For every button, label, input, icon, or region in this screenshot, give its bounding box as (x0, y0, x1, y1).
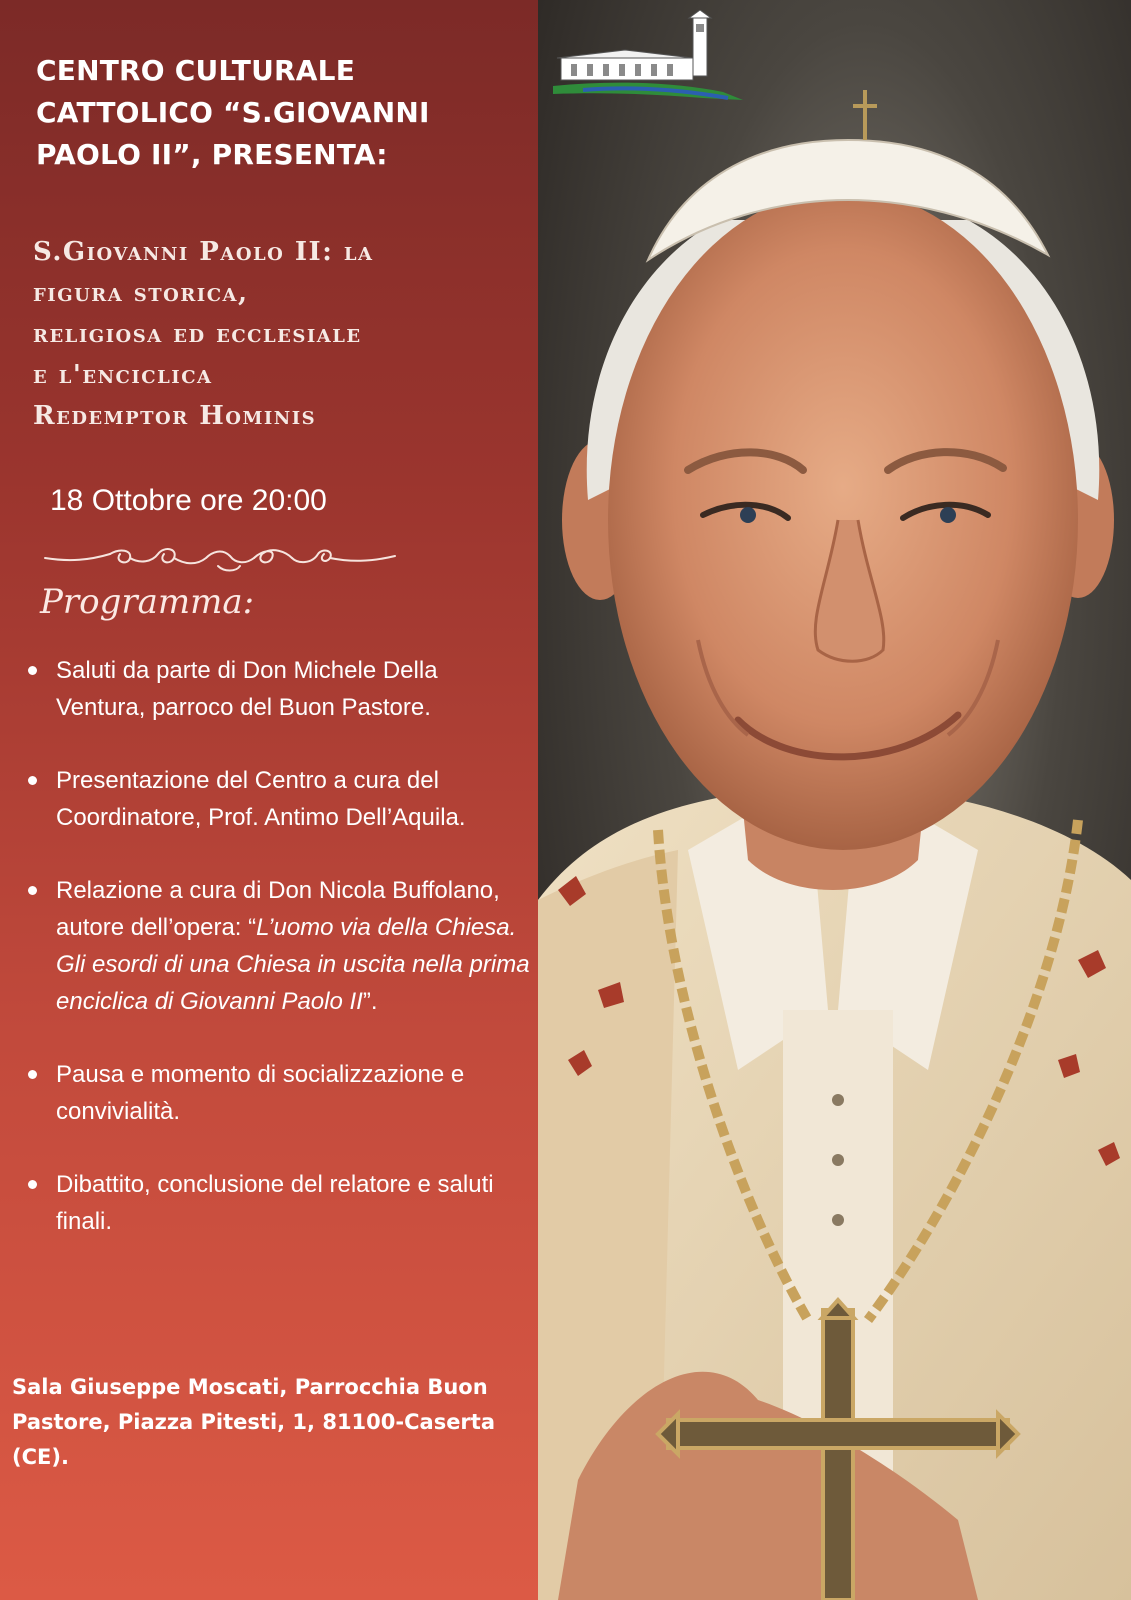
bullet-icon (28, 1180, 37, 1189)
program-item (24, 872, 530, 1020)
organizer-line: CATTOLICO “S.GIOVANNI (36, 96, 430, 129)
bullet-icon (28, 1070, 37, 1079)
portrait-panel (538, 0, 1131, 1600)
event-datetime: 18 Ottobre ore 20:00 (50, 484, 327, 517)
venue-address: Sala Giuseppe Moscati, Parrocchia Buon Pastore, Piazza Pitesti, 1, 81100-Caserta (CE). (12, 1375, 495, 1469)
event-title-line: religiosa ed ecclesiale (33, 319, 362, 349)
program-item-text: Relazione a cura di Don Nicola Buffolano, autore dell’opera: “ (56, 877, 500, 941)
organizer-line: CENTRO CULTURALE (36, 54, 356, 87)
info-panel (0, 0, 538, 1600)
program-item-text: Pausa e momento di socializzazione e convivialità. (56, 1061, 465, 1125)
program-item (24, 652, 530, 726)
program-list (24, 652, 530, 1276)
organizer-line: PAOLO II”, PRESENTA: (36, 138, 388, 171)
church-building-logo-icon (553, 10, 748, 110)
event-title (33, 232, 503, 437)
program-item (24, 1166, 530, 1240)
program-item-text-end: ”. (362, 988, 378, 1015)
program-item-text: Presentazione del Centro a cura del Coordinatore, Prof. Antimo Dell’Aquila. (56, 767, 466, 831)
program-item-text: Dibattito, conclusione del relatore e saluti finali. (56, 1171, 494, 1235)
bullet-icon (28, 886, 37, 895)
program-item-text: Saluti da parte di Don Michele Della Ventura, parroco del Buon Pastore. (56, 657, 438, 721)
event-title-line: Redemptor Hominis (33, 401, 317, 431)
event-title-line: S.Giovanni Paolo II: la (33, 237, 374, 267)
bullet-icon (28, 666, 37, 675)
event-title-line: e l'enciclica (33, 360, 213, 390)
event-title-line: figura storica, (33, 278, 249, 308)
ornamental-flourish-icon (40, 536, 400, 576)
pope-portrait-icon (538, 0, 1131, 1600)
program-item (24, 1056, 530, 1130)
program-heading: Programma: (40, 582, 255, 622)
program-item (24, 762, 530, 836)
bullet-icon (28, 776, 37, 785)
organizer-heading (36, 50, 516, 176)
book-title: L’uomo via della Chiesa. Gli esordi di una Chiesa in uscita nella prima enciclica di Giovanni Paolo II (56, 914, 530, 1015)
